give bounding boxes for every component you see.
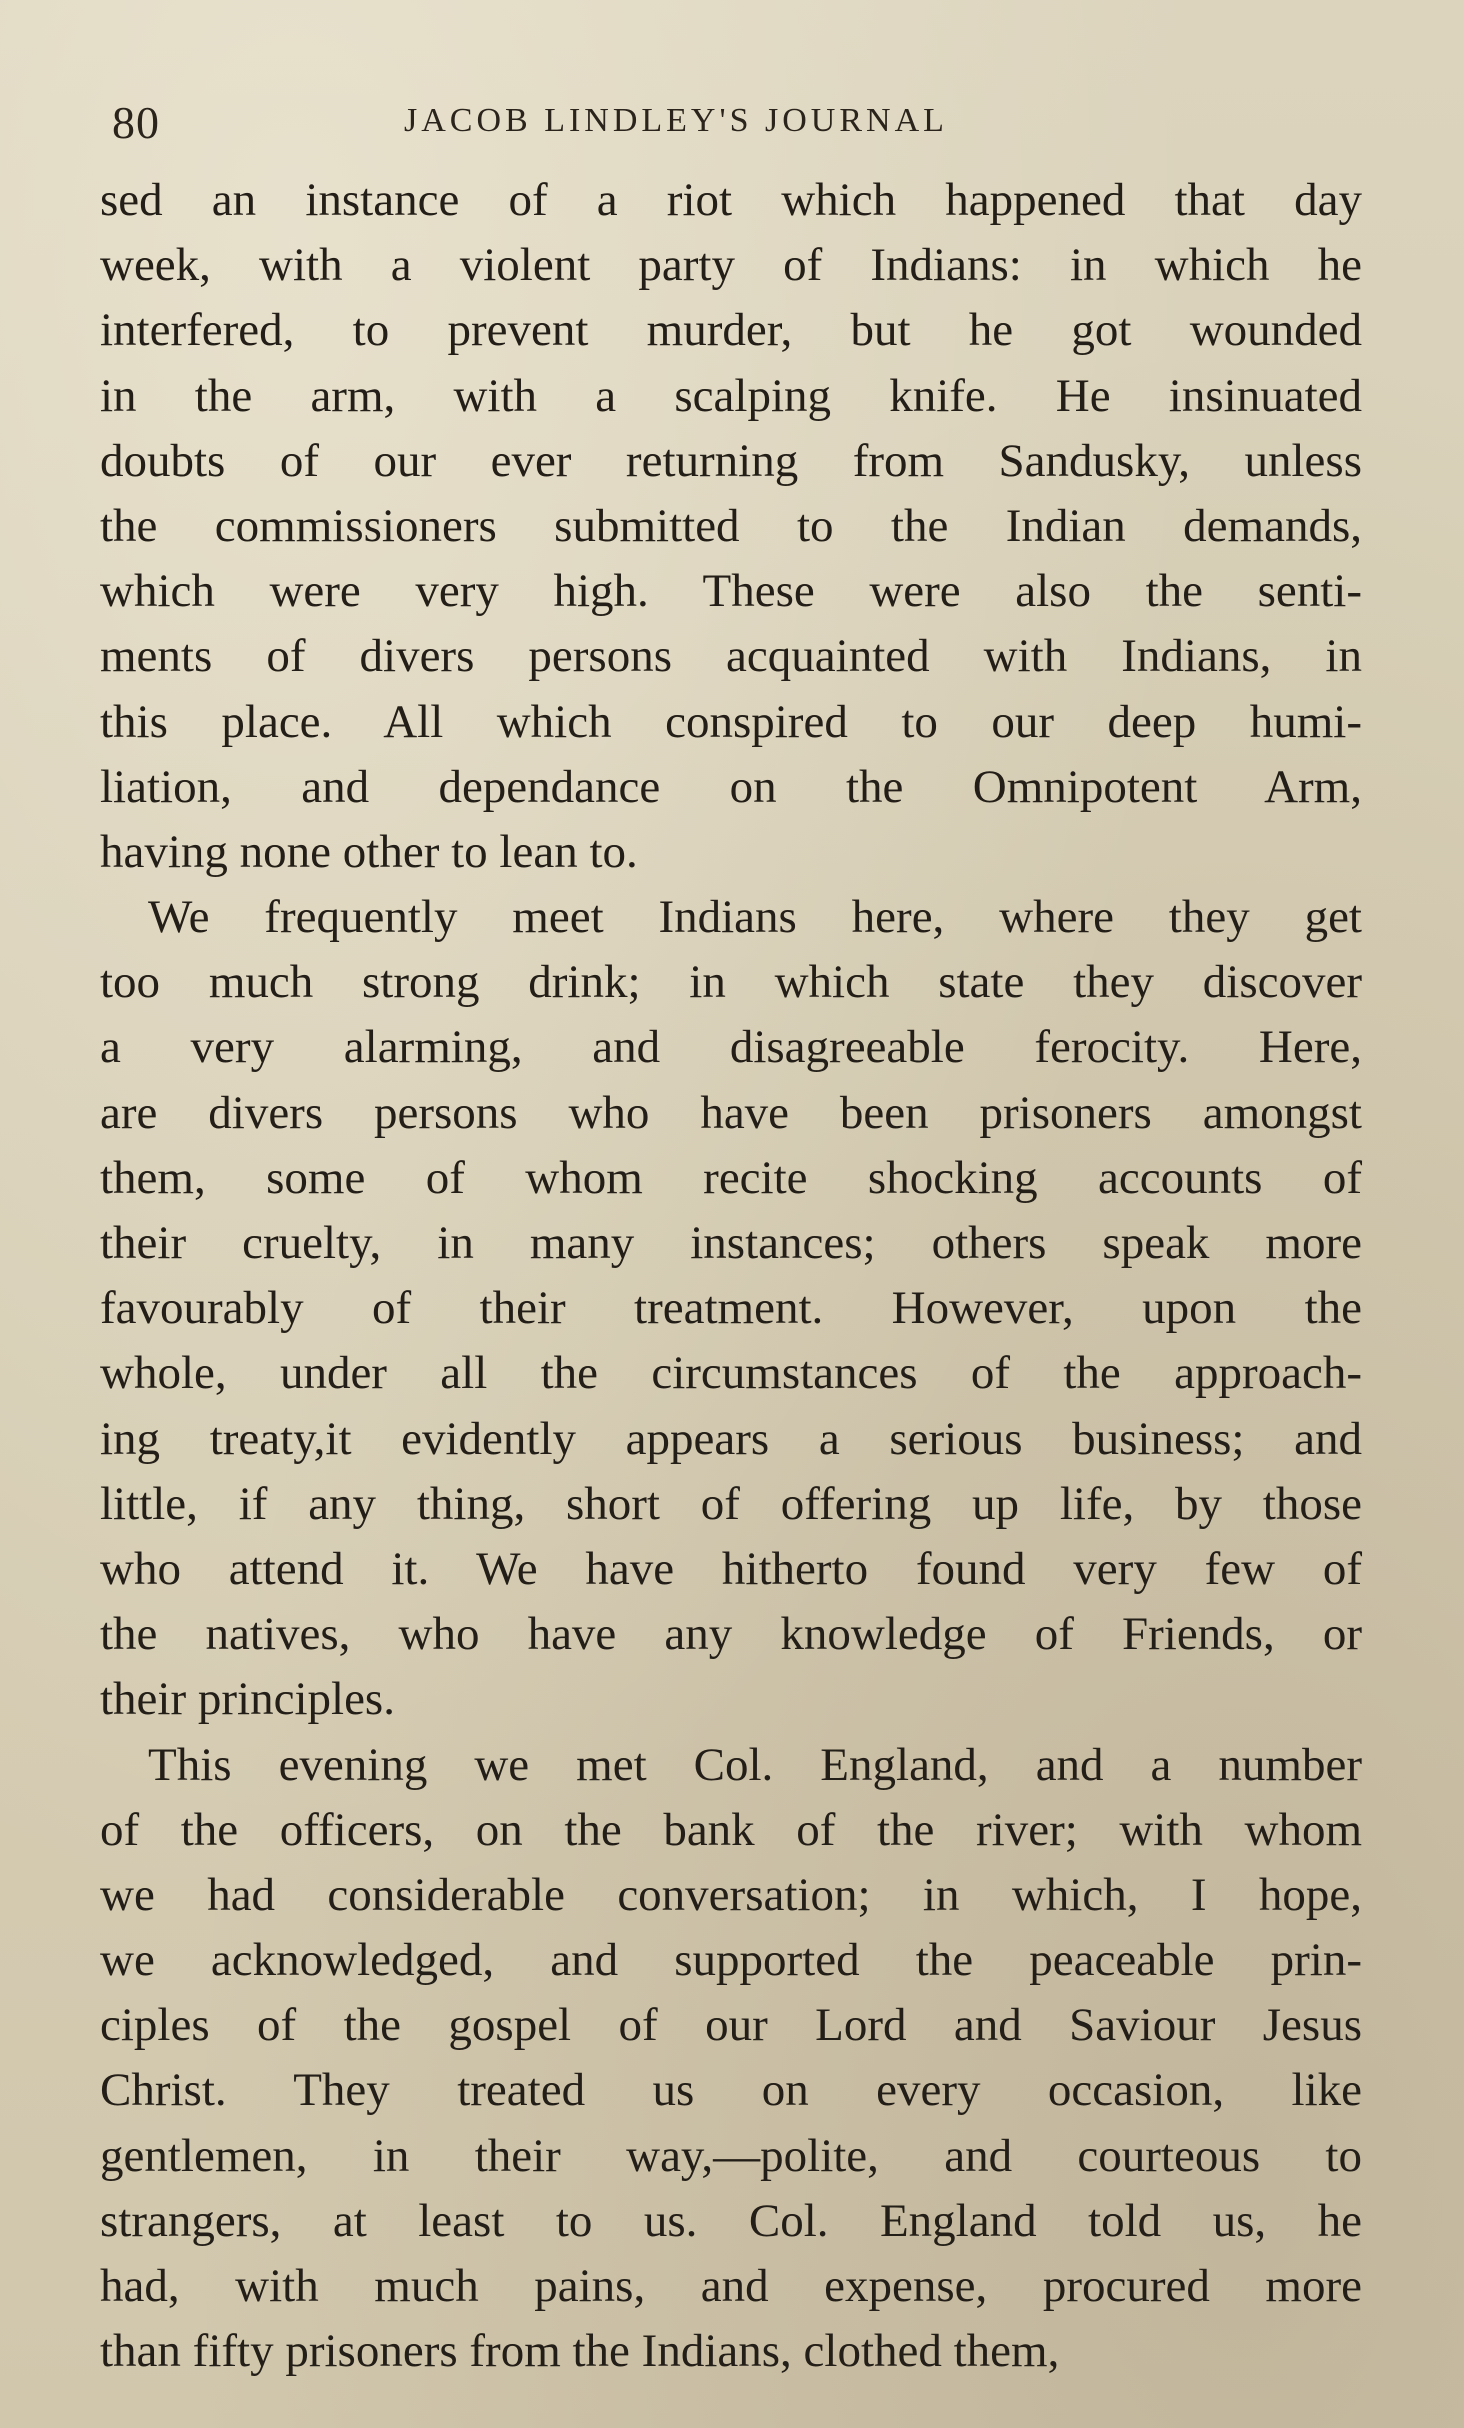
text-line: ing treaty,it evidently appears a serious business; and — [100, 1412, 1362, 1465]
text-line: This evening we met Col. England, and a number — [148, 1738, 1362, 1791]
text-line: Christ. They treated us on every occasion, like — [100, 2064, 1362, 2117]
text-line: a very alarming, and disagreeable ferocity. Here, — [100, 1021, 1362, 1074]
text-line: doubts of our ever returning from Sandusky, unless — [100, 434, 1362, 487]
text-line: little, if any thing, short of offering up life, by those — [100, 1477, 1362, 1530]
text-line: too much strong drink; in which state they discover — [100, 956, 1362, 1009]
text-line: we acknowledged, and supported the peaceable prin- — [100, 1934, 1362, 1987]
text-line: of the officers, on the bank of the river; with whom — [100, 1803, 1362, 1856]
text-line: than fifty prisoners from the Indians, clothed them, — [100, 2325, 1060, 2378]
running-head: JACOB LINDLEY'S JOURNAL — [404, 102, 948, 139]
text-line: whole, under all the circumstances of the approach- — [100, 1347, 1362, 1400]
page-number: 80 — [112, 97, 160, 148]
paragraph — [100, 1733, 1362, 2385]
text-line: their cruelty, in many instances; others speak more — [100, 1217, 1362, 1269]
page-header — [112, 96, 1352, 156]
text-line: this place. All which conspired to our deep humi- — [100, 695, 1362, 748]
text-line: their principles. — [100, 1673, 395, 1726]
text-line: interfered, to prevent murder, but he got wounded — [100, 304, 1362, 357]
text-line: the natives, who have any knowledge of Friends, or — [100, 1608, 1362, 1661]
text-line: who attend it. We have hitherto found very few of — [100, 1542, 1362, 1595]
paragraph — [100, 168, 1362, 885]
text-line: ments of divers persons acquainted with Indians, in — [100, 630, 1362, 683]
text-line: had, with much pains, and expense, procured more — [100, 2260, 1362, 2312]
text-line: gentlemen, in their way,—polite, and courteous to — [100, 2129, 1362, 2182]
text-line: sed an instance of a riot which happened that day — [100, 174, 1362, 226]
text-line: ciples of the gospel of our Lord and Saviour Jesus — [100, 1999, 1362, 2052]
text-line: are divers persons who have been prisoners amongst — [100, 1086, 1362, 1139]
text-line: them, some of whom recite shocking accounts of — [100, 1151, 1362, 1204]
text-line: in the arm, with a scalping knife. He insinuated — [100, 369, 1362, 422]
text-line: having none other to lean to. — [100, 825, 638, 878]
text-line: We frequently meet Indians here, where they get — [148, 891, 1362, 944]
text-line: favourably of their treatment. However, upon the — [100, 1282, 1362, 1335]
paragraph — [100, 885, 1362, 1732]
text-line: week, with a violent party of Indians: in which he — [100, 239, 1362, 292]
text-line: which were very high. These were also the senti- — [100, 565, 1362, 618]
text-line: we had considerable conversation; in which, I hope, — [100, 1868, 1362, 1921]
text-line: the commissioners submitted to the Indian demands, — [100, 499, 1362, 552]
text-line: liation, and dependance on the Omnipotent Arm, — [100, 760, 1362, 813]
text-line: strangers, at least to us. Col. England told us, he — [100, 2194, 1362, 2247]
body-text — [100, 168, 1362, 2384]
